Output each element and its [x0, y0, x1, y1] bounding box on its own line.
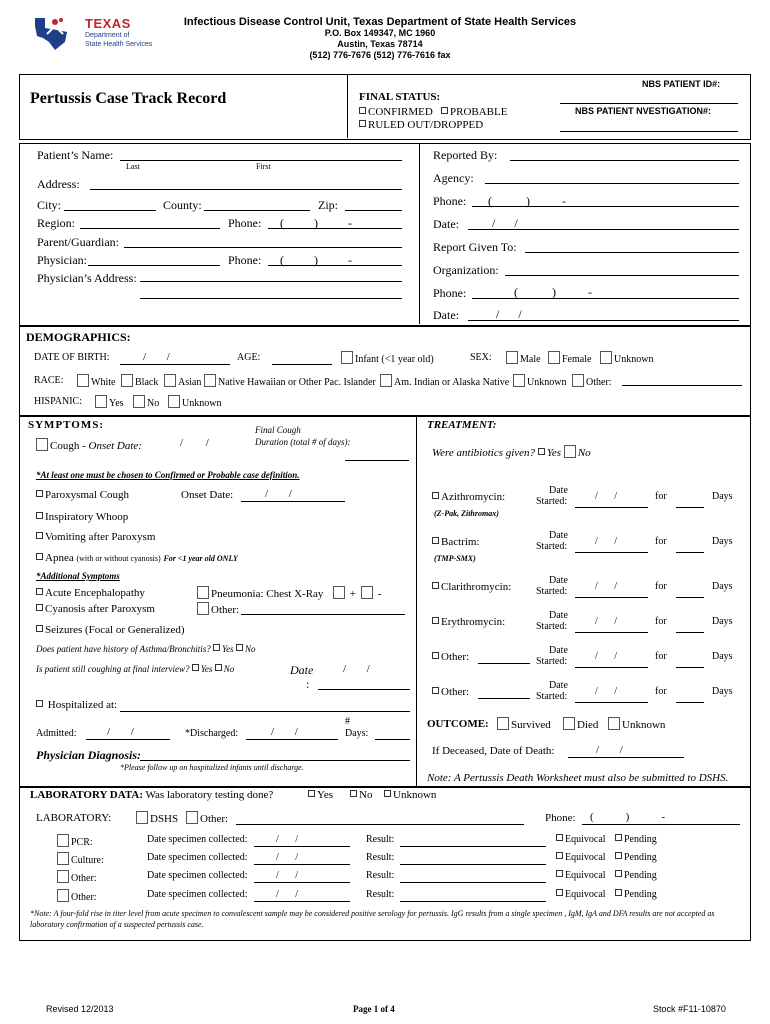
organization-field[interactable] [505, 275, 739, 276]
deceased-label: If Deceased, Date of Death: [432, 745, 555, 757]
nbs-investigation-field[interactable] [560, 131, 738, 132]
city-field[interactable] [64, 210, 156, 211]
lab-test-2-equivocal[interactable]: Equivocal [556, 870, 606, 881]
hospital-days-label: Days: [345, 728, 369, 739]
race-label: RACE: [34, 375, 64, 386]
hospitalized-field[interactable] [120, 711, 410, 712]
region-label: Region: [37, 216, 75, 230]
given-date-slashes: / / [496, 307, 522, 321]
lab-test-1-collected-label: Date specimen collected: [147, 852, 248, 863]
stock-number: Stock #F11-10870 [653, 1004, 726, 1014]
lab-note: *Note: A four-fold rise in titer level from acute specimen to convalescent sample may be considered positive serology for pertussis. IgG results from a single specimen , IgM, IgA and DFA results are not accepted as laboratory confirmation of a suspected pertussis case. [30, 909, 715, 929]
drug-4-date-field[interactable] [575, 667, 648, 668]
drug-2-started: Started: [536, 586, 568, 597]
lab-test-1-equivocal[interactable]: Equivocal [556, 852, 606, 863]
definition-rule: *At least one must be chosen to Confirmed or Probable case definition. [36, 470, 300, 480]
lab-test-3-result-field[interactable] [400, 901, 546, 902]
race-black-checkbox[interactable]: Black [121, 374, 158, 388]
drug-5-checkbox[interactable]: Other: [432, 686, 469, 698]
hispanic-no-checkbox[interactable]: No [133, 395, 159, 409]
cough-date-word: Date [290, 663, 314, 677]
lab-test-1-pending[interactable]: Pending [615, 852, 657, 863]
physician-diagnosis-label: Physician Diagnosis: [36, 748, 142, 762]
sex-unknown-checkbox[interactable]: Unknown [600, 351, 653, 365]
revised-date: Revised 12/2013 [46, 1004, 114, 1014]
county-field[interactable] [204, 210, 310, 211]
physician-diagnosis-field[interactable] [140, 760, 410, 761]
xray-positive-checkbox[interactable]: + [333, 586, 356, 600]
header-city: Austin, Texas 78714 [337, 39, 423, 49]
dob-slashes: / / [143, 351, 170, 363]
given-phone-label: Phone: [433, 286, 467, 300]
agency-field[interactable] [485, 183, 739, 184]
treatment-title: TREATMENT: [427, 419, 497, 431]
lab-dshs-checkbox[interactable]: DSHS [136, 811, 178, 825]
drug-5-days-field[interactable] [676, 702, 704, 703]
lab-other-checkbox[interactable]: Other: [186, 811, 228, 825]
lab-test-3-date-slashes: / / [276, 889, 299, 900]
physician-phone-format: ( ) - [280, 253, 352, 267]
drug-2-checkbox[interactable]: Clarithromycin: [432, 581, 511, 593]
hispanic-unknown-checkbox[interactable]: Unknown [168, 395, 221, 409]
drug-1-days: Days [712, 536, 733, 547]
lab-test-0-date-field[interactable] [254, 846, 350, 847]
lab-phone-format: ( ) - [590, 811, 666, 823]
region-field[interactable] [80, 228, 220, 229]
race-asian-checkbox[interactable]: Asian [164, 374, 201, 388]
lab-test-0-date-slashes: / / [276, 834, 299, 845]
outcome-died-checkbox[interactable]: Died [563, 717, 598, 731]
nbs-patient-id: NBS PATIENT ID#: [642, 79, 721, 89]
header-address [160, 17, 600, 61]
cough-date-colon: : [306, 677, 310, 691]
drug-5-name-field[interactable] [478, 698, 530, 699]
still-coughing-question: Is patient still coughing at final interview? Yes No [36, 664, 235, 674]
deceased-date-field[interactable] [568, 757, 684, 758]
drug-0-date-field[interactable] [575, 507, 648, 508]
drug-4-date-slashes: / / [595, 651, 618, 662]
asthma-question: Does patient have history of Asthma/Bronchitis? Yes No [36, 644, 256, 654]
race-unknown-checkbox[interactable]: Unknown [513, 374, 566, 388]
drug-4-for: for [655, 651, 667, 662]
death-worksheet-note: Note: A Pertussis Death Worksheet must also be submitted to DSHS. [427, 772, 729, 784]
zip-field[interactable] [345, 210, 402, 211]
reported-by-label: Reported By: [433, 148, 498, 162]
lab-test-1-checkbox[interactable]: Culture: [57, 852, 104, 866]
outcome-label: OUTCOME: [427, 718, 489, 730]
hispanic-label: HISPANIC: [34, 396, 82, 407]
physician-address-field-1[interactable] [140, 281, 402, 282]
header-phones: (512) 776-7676 (512) 776-7616 fax [309, 50, 451, 60]
dob-field[interactable] [120, 364, 230, 365]
symptom-other-checkbox[interactable]: Other: [197, 602, 239, 616]
drug-5-for: for [655, 686, 667, 697]
logo-texas: TEXAS [85, 16, 131, 31]
parent-label: Parent/Guardian: [37, 235, 119, 249]
lab-test-2-result-label: Result: [366, 870, 395, 881]
paroxysmal-onset-slashes: / / [265, 488, 292, 500]
cyanosis-checkbox[interactable]: Cyanosis after Paroxysm [36, 603, 155, 615]
physician-phone-label: Phone: [228, 253, 262, 267]
drug-3-date-slashes: / / [595, 616, 618, 627]
encephalopathy-checkbox[interactable]: Acute Encephalopathy [36, 587, 145, 599]
lab-no-checkbox[interactable]: No [350, 789, 372, 801]
drug-0-days-field[interactable] [676, 507, 704, 508]
drug-0-date-slashes: / / [595, 491, 618, 502]
hospital-days-field[interactable] [375, 739, 410, 740]
antibiotics-no-checkbox[interactable] [564, 445, 576, 458]
lab-test-0-pending[interactable]: Pending [615, 834, 657, 845]
drug-1-started: Started: [536, 541, 568, 552]
cough-date-slashes: / / [343, 663, 370, 675]
lab-test-0-collected-label: Date specimen collected: [147, 834, 248, 845]
nbs-investigation: NBS PATIENT NVESTIGATION#: [575, 106, 712, 116]
hospitalized-checkbox[interactable]: Hospitalized at: [36, 699, 117, 711]
apnea-checkbox[interactable]: Apnea (with or without cyanosis) For <1 year old ONLY [36, 552, 238, 564]
lab-test-0-equivocal[interactable]: Equivocal [556, 834, 606, 845]
sex-female-checkbox[interactable]: Female [548, 351, 591, 365]
drug-3-date-field[interactable] [575, 632, 648, 633]
lab-test-1-date-field[interactable] [254, 864, 350, 865]
drug-5-date-field[interactable] [575, 702, 648, 703]
cough-checkbox[interactable]: Cough - Onset Date: [36, 438, 142, 452]
pneumonia-checkbox[interactable]: Pneumonia: Chest X-Ray [197, 586, 323, 600]
report-given-field[interactable] [525, 252, 739, 253]
drug-0-days: Days [712, 491, 733, 502]
age-field[interactable] [272, 364, 332, 365]
cough-date-field[interactable] [318, 689, 410, 690]
first-label: First [256, 162, 271, 171]
final-status-label: FINAL STATUS: [359, 91, 441, 103]
drug-2-for: for [655, 581, 667, 592]
patient-phone-label: Phone: [228, 216, 262, 230]
hispanic-yes-checkbox[interactable]: Yes [95, 395, 124, 409]
race-other-field[interactable] [622, 385, 742, 386]
lab-test-2-date-slashes: / / [276, 870, 299, 881]
drug-1-days-field[interactable] [676, 552, 704, 553]
header-agency: Infectious Disease Control Unit, Texas Department of State Health Services [183, 16, 577, 28]
texas-map-icon [33, 14, 69, 52]
drug-0-sub: (Z-Pak, Zithromax) [434, 509, 499, 518]
address-field[interactable] [90, 189, 402, 190]
drug-3-checkbox[interactable]: Erythromycin: [432, 616, 505, 628]
lab-test-1-result-field[interactable] [400, 864, 546, 865]
drug-3-days: Days [712, 616, 733, 627]
drug-2-date-slashes: / / [595, 581, 618, 592]
discharged-field[interactable] [246, 739, 338, 740]
drug-0-date-word: Date [549, 485, 568, 496]
city-label: City: [37, 198, 62, 212]
drug-4-date-word: Date [549, 645, 568, 656]
race-hawaiian-checkbox[interactable]: Native Hawaiian or Other Pac. Islander [204, 374, 376, 388]
sex-male-checkbox[interactable]: Male [506, 351, 541, 365]
drug-1-date-word: Date [549, 530, 568, 541]
infant-checkbox[interactable]: Infant (<1 year old) [341, 351, 434, 365]
reporter-phone-format: ( ) - [488, 194, 566, 208]
race-amindian-checkbox[interactable]: Am. Indian or Alaska Native [380, 374, 509, 388]
dshs-logo [33, 12, 163, 54]
lab-title: LABORATORY DATA: Was laboratory testing done? [30, 789, 274, 801]
admitted-slashes: / / [107, 726, 134, 738]
drug-0-started: Started: [536, 496, 568, 507]
lab-test-0-checkbox[interactable]: PCR: [57, 834, 93, 848]
lab-phone-label: Phone: [545, 812, 576, 824]
given-phone-format: ( ) - [514, 285, 592, 299]
days-hash: # [345, 716, 350, 727]
lab-test-3-collected-label: Date specimen collected: [147, 889, 248, 900]
paroxysmal-onset-label: Onset Date: [181, 489, 234, 501]
drug-5-date-word: Date [549, 680, 568, 691]
drug-5-days: Days [712, 686, 733, 697]
drug-2-date-field[interactable] [575, 597, 648, 598]
drug-1-sub: (TMP-SMX) [434, 554, 476, 563]
paroxysmal-checkbox[interactable]: Paroxysmal Cough [36, 489, 129, 501]
patient-name-field[interactable] [120, 160, 402, 161]
drug-4-started: Started: [536, 656, 568, 667]
race-white-checkbox[interactable]: White [77, 374, 115, 388]
sex-label: SEX: [470, 352, 492, 363]
county-label: County: [163, 198, 202, 212]
drug-2-days-field[interactable] [676, 597, 704, 598]
drug-1-checkbox[interactable]: Bactrim: [432, 536, 480, 548]
header-pobox: P.O. Box 149347, MC 1960 [324, 28, 436, 38]
drug-1-date-field[interactable] [575, 552, 648, 553]
lab-test-0-result-label: Result: [366, 834, 395, 845]
drug-4-days: Days [712, 651, 733, 662]
laboratory-label: LABORATORY: [36, 812, 112, 824]
drug-4-checkbox[interactable]: Other: [432, 651, 469, 663]
drug-0-for: for [655, 491, 667, 502]
drug-2-days: Days [712, 581, 733, 592]
last-label: Last [126, 162, 140, 171]
drug-5-date-slashes: / / [595, 686, 618, 697]
age-label: AGE: [237, 352, 261, 363]
antibiotics-question: Were antibiotics given? Yes No [432, 447, 591, 459]
reported-by-field[interactable] [510, 160, 739, 161]
status-confirmed[interactable]: CONFIRMED [359, 106, 433, 118]
lab-other-field[interactable] [236, 824, 524, 825]
symptoms-title: SYMPTOMS: [28, 419, 105, 431]
lab-test-2-checkbox[interactable]: Other: [57, 870, 97, 884]
given-phone-field[interactable] [472, 298, 739, 299]
agency-label: Agency: [433, 171, 474, 185]
lab-yes-checkbox[interactable]: Yes [308, 789, 333, 801]
drug-2-date-word: Date [549, 575, 568, 586]
duration-label: Duration (total # of days): [255, 437, 351, 447]
logo-dept: Department of [85, 32, 130, 39]
patient-name-label: Patient’s Name: [37, 148, 114, 162]
demographics-title: DEMOGRAPHICS: [26, 330, 131, 344]
vomiting-checkbox[interactable]: Vomiting after Paroxysm [36, 531, 155, 543]
address-label: Address: [37, 177, 80, 191]
outcome-survived-checkbox[interactable]: Survived [497, 717, 551, 731]
lab-test-2-pending[interactable]: Pending [615, 870, 657, 881]
lab-test-3-pending[interactable]: Pending [615, 889, 657, 900]
drug-3-started: Started: [536, 621, 568, 632]
lab-test-2-result-field[interactable] [400, 882, 546, 883]
zip-label: Zip: [318, 198, 338, 212]
drug-1-date-slashes: / / [595, 536, 618, 547]
additional-symptoms-label: *Additional Symptoms [36, 571, 120, 581]
drug-4-days-field[interactable] [676, 667, 704, 668]
admitted-field[interactable] [86, 739, 170, 740]
outcome-unknown-checkbox[interactable]: Unknown [608, 717, 665, 731]
physician-address-field-2[interactable] [140, 298, 402, 299]
page-title: Pertussis Case Track Record [30, 90, 227, 107]
xray-negative-checkbox[interactable]: - [361, 586, 381, 600]
whoop-checkbox[interactable]: Inspiratory Whoop [36, 511, 128, 523]
physician-label: Physician: [37, 253, 87, 267]
lab-test-3-result-label: Result: [366, 889, 395, 900]
physician-field[interactable] [88, 265, 220, 266]
lab-test-3-date-field[interactable] [254, 901, 350, 902]
lab-test-0-result-field[interactable] [400, 846, 546, 847]
drug-3-days-field[interactable] [676, 632, 704, 633]
lab-test-3-checkbox[interactable]: Other: [57, 889, 97, 903]
deceased-slashes: / / [596, 744, 623, 756]
drug-5-started: Started: [536, 691, 568, 702]
race-other-checkbox[interactable]: Other: [572, 374, 612, 388]
logo-dshs: State Health Services [85, 41, 153, 48]
admitted-label: Admitted: [36, 728, 77, 739]
lab-test-2-collected-label: Date specimen collected: [147, 870, 248, 881]
drug-0-checkbox[interactable]: Azithromycin: [432, 491, 505, 503]
lab-test-1-result-label: Result: [366, 852, 395, 863]
status-ruled-out[interactable]: RULED OUT/DROPPED [359, 119, 483, 131]
drug-1-for: for [655, 536, 667, 547]
paroxysmal-onset-field[interactable] [241, 501, 345, 502]
reporter-date-slashes: / / [492, 216, 518, 230]
discharged-label: *Discharged: [185, 728, 239, 739]
final-cough-label: Final Cough [255, 425, 301, 435]
drug-3-for: for [655, 616, 667, 627]
organization-label: Organization: [433, 263, 499, 277]
drug-4-name-field[interactable] [478, 663, 530, 664]
seizures-checkbox[interactable]: Seizures (Focal or Generalized) [36, 624, 185, 636]
status-probable[interactable]: PROBABLE [441, 106, 507, 118]
cough-duration-field[interactable] [345, 460, 409, 461]
nbs-patient-id-field[interactable] [560, 103, 738, 104]
cough-onset-slashes: / / [180, 437, 209, 449]
physician-address-label: Physician’s Address: [37, 271, 137, 285]
page-number: Page 1 of 4 [353, 1004, 395, 1014]
reporter-phone-label: Phone: [433, 194, 467, 208]
reporter-date-label: Date: [433, 217, 459, 231]
followup-note: *Please follow up on hospitalized infants until discharge. [120, 763, 304, 772]
lab-test-2-date-field[interactable] [254, 882, 350, 883]
dob-label: DATE OF BIRTH: [34, 352, 110, 363]
report-given-label: Report Given To: [433, 240, 517, 254]
parent-field[interactable] [124, 247, 402, 248]
lab-phone-field[interactable] [582, 824, 740, 825]
symptom-other-field[interactable] [241, 614, 405, 615]
drug-3-date-word: Date [549, 610, 568, 621]
given-date-label: Date: [433, 308, 459, 322]
discharged-slashes: / / [271, 726, 298, 738]
lab-test-1-date-slashes: / / [276, 852, 299, 863]
patient-phone-format: ( ) - [280, 216, 352, 230]
lab-unknown-checkbox[interactable]: Unknown [384, 789, 436, 801]
lab-test-3-equivocal[interactable]: Equivocal [556, 889, 606, 900]
